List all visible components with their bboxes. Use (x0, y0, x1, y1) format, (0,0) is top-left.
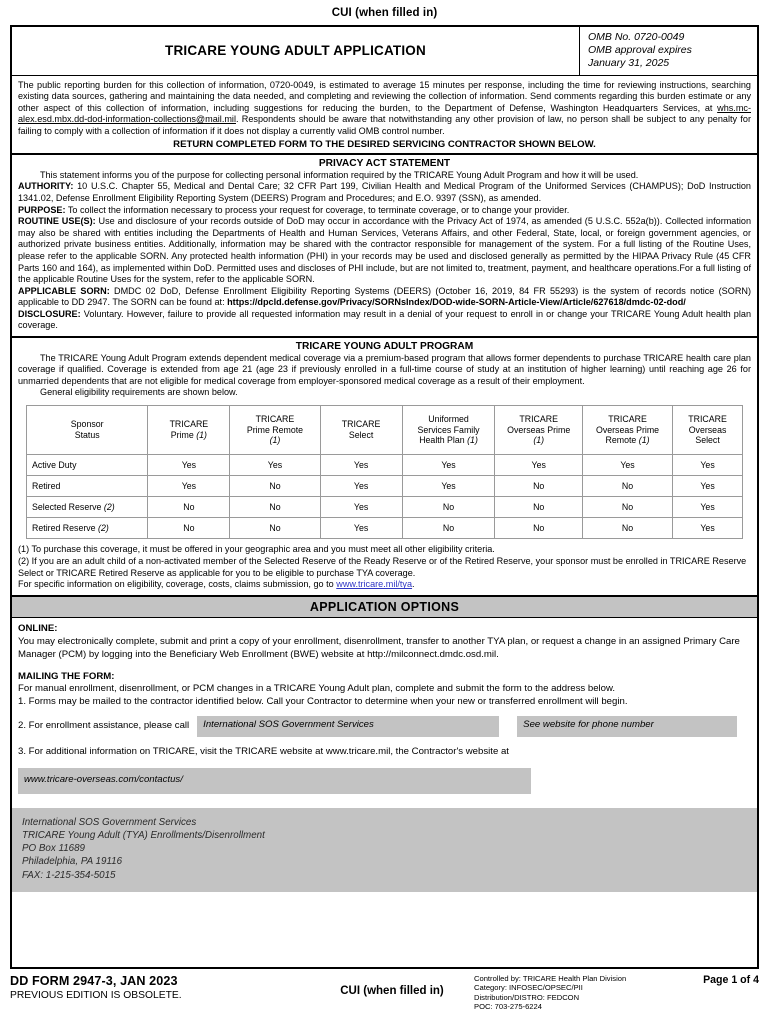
distribution: Distribution/DISTRO: FEDCON (474, 992, 580, 1002)
mailing-label: MAILING THE FORM: (18, 670, 115, 682)
table-column-header: Uniformed Services Family Health Plan (1) (402, 406, 495, 455)
table-column-header: TRICARE Select (320, 406, 402, 455)
contractor-phone-field[interactable]: See website for phone number (517, 716, 737, 737)
tricare-tya-link[interactable]: www.tricare.mil/tya (336, 579, 413, 590)
sorn-text: DMDC 02 DoD, Defense Enrollment Eligibility Reporting Systems (DEERS) (October 16, 2019, 84 FR 55293) is the system of records notice (SORN) applicable to DD 2947. The SORN can be found at: (18, 285, 751, 308)
omb-expires-label: OMB approval expires (588, 44, 692, 57)
blank-area (18, 892, 751, 967)
table-column-header: TRICARE Overseas Prime (1) (495, 406, 582, 455)
application-options-body (12, 618, 757, 967)
disclosure-text: Voluntary. However, failure to provide all requested information may result in a denial of your request to enroll in or change your TRICARE Young Adult health plan coverage. (18, 308, 751, 331)
table-row (27, 476, 743, 497)
eligibility-cell: No (495, 476, 582, 497)
address-line-1: International SOS Government Services (22, 816, 197, 828)
form-frame (10, 25, 759, 969)
tya-program-heading: TRICARE YOUNG ADULT PROGRAM (295, 341, 474, 353)
table-column-header: TRICARE Overseas Prime Remote (1) (582, 406, 672, 455)
eligibility-cell: No (495, 497, 582, 518)
sponsor-status-cell: Retired (27, 476, 148, 497)
eligibility-cell: No (230, 497, 320, 518)
title-row (12, 27, 757, 76)
eligibility-cell: No (148, 497, 230, 518)
routine-use-text: Use and disclosure of your records outside of DoD may occur in accordance with the Privacy Act of 1974, as amended (5 U.S.C. 552a(b)). Collected information may also be shared with entities including the Departments of Health and Human Services, Veterans Affairs, and other Federal, State, local, or foreign government agencies, or authorized private business entities. Additionally, information may be shared with the contractor responsible for management of the system. For a full listing of the Routine Uses, please refer to the applicable SORN. Any protected health information (PHI) in your records may be used and disclosed generally as permitted by the HIPAA Privacy Rule (45 CFR Parts 160 and 164), as implemented within DoD. Permitted uses and discloses of PHI include, but are not limited to, treatment, payment, and healthcare operations.For a full listing of the applicable Routine Uses for the system, refer to the applicable SORN. (18, 216, 752, 285)
purpose-text: To collect the information necessary to process your request for coverage, to terminate coverage, or to change your provider. (65, 204, 570, 215)
table-column-header: Sponsor Status (27, 406, 148, 455)
eligibility-cell: Yes (148, 455, 230, 476)
eligibility-table (26, 405, 743, 539)
privacy-authority (18, 181, 751, 204)
sorn-label: APPLICABLE SORN: (18, 285, 110, 296)
tya-program-section (12, 338, 757, 403)
eligibility-cell: No (230, 476, 320, 497)
routine-use-label: ROUTINE USE(S): (18, 216, 96, 227)
privacy-applicable-sorn (18, 286, 751, 309)
eligibility-table-wrapper (12, 403, 757, 539)
eligibility-cell: Yes (582, 455, 672, 476)
eligibility-cell: Yes (320, 518, 402, 539)
privacy-intro: This statement informs you of the purpose for collecting personal information required by the TRICARE Young Adult Program and how it will be used. (40, 169, 639, 180)
address-line-3: PO Box 11689 (22, 843, 85, 855)
privacy-routine-uses (18, 216, 751, 286)
sponsor-status-cell: Retired Reserve (2) (27, 518, 148, 539)
online-label: ONLINE: (18, 623, 58, 635)
eligibility-cell: Yes (673, 455, 743, 476)
eligibility-cell: No (402, 497, 495, 518)
eligibility-cell: Yes (495, 455, 582, 476)
mailing-item-3: 3. For additional information on TRICARE, visit the TRICARE website at www.tricare.mil, the Contractor's website at (18, 746, 509, 758)
table-row (27, 518, 743, 539)
footnote-1: (1) To purchase this coverage, it must be offered in your geographic area and you must meet all other eligibility criteria. (18, 544, 495, 555)
eligibility-cell: Yes (402, 476, 495, 497)
eligibility-cell: No (582, 497, 672, 518)
address-line-2: TRICARE Young Adult (TYA) Enrollments/Disenrollment (22, 830, 265, 842)
eligibility-cell: Yes (320, 497, 402, 518)
page-title: TRICARE YOUNG ADULT APPLICATION (165, 43, 426, 59)
eligibility-cell: No (495, 518, 582, 539)
omb-info-block (579, 27, 757, 75)
paperwork-burden-statement (12, 76, 757, 156)
form-identifier: DD FORM 2947-3, JAN 2023 (10, 974, 178, 988)
spacer (18, 662, 751, 671)
privacy-disclosure (18, 309, 751, 332)
eligibility-cell: No (402, 518, 495, 539)
contractor-website-field[interactable]: www.tricare-overseas.com/contactus/ (18, 768, 531, 794)
eligibility-cell: Yes (673, 476, 743, 497)
privacy-purpose (18, 205, 751, 217)
footnote-2: (2) If you are an adult child of a non-activated member of the Selected Reserve of the Ready Reserve or of the Retired Reserve, your sponsor must be enrolled in TRICARE Reserve Select or TRICARE Retired Reserve as applicable for you to be eligible to purchase TYA coverage. (18, 555, 747, 578)
contractor-name-field[interactable]: International SOS Government Services (197, 716, 499, 737)
eligibility-table-head (27, 406, 743, 455)
eligibility-cell: Yes (320, 476, 402, 497)
burden-text-part1: The public reporting burden for this collection of information, 0720-0049, is estimated to average 15 minutes per response, including the time for reviewing instructions, searching existing data sources, gathering and maintaining the data needed, and completing and reviewing the collection of information. Send comments regarding this burden estimate or any other aspect of this collection of information, including suggestions for reducing the burden, to the Department of Defense, Washington Headquarters Services, at (18, 79, 751, 113)
sponsor-status-cell: Active Duty (27, 455, 148, 476)
table-header-row (27, 406, 743, 455)
burden-email-link[interactable]: whs.mc-alex.esd.mbx.dd-dod-information-collections@mail.mil (18, 102, 751, 125)
form-footer (10, 969, 759, 1033)
omb-expires-date: January 31, 2025 (588, 57, 670, 70)
footer-left (10, 974, 310, 1001)
footnote-3 (18, 579, 751, 591)
authority-text: 10 U.S.C. Chapter 55, Medical and Dental Care; 32 CFR Part 199, Civilian Health and Medical Program of the Uniformed Services (CHAMPUS); DoD Instruction 1341.02, Defense Enrollment Eligibility Reporting System (DEERS) Program and Procedures; and E.O. 9397 (SSN), as amended. (18, 181, 751, 203)
mailing-item-2-label: 2. For enrollment assistance, please call (18, 720, 190, 732)
authority-label: AUTHORITY: (18, 181, 74, 192)
privacy-act-section (12, 155, 757, 338)
address-line-4: Philadelphia, PA 19116 (22, 856, 123, 868)
eligibility-cell: No (582, 476, 672, 497)
footnote-3-prefix: For specific information on eligibility, coverage, costs, claims submission, go to (18, 579, 337, 590)
spacer (18, 737, 751, 746)
page-number: Page 1 of 4 (703, 974, 759, 986)
mailing-text: For manual enrollment, disenrollment, or PCM changes in a TRICARE Young Adult plan, complete and submit the form to the address below. (18, 683, 616, 695)
eligibility-cell: Yes (320, 455, 402, 476)
tya-program-paragraph: The TRICARE Young Adult Program extends dependent medical coverage via a premium-based program that allows former dependents to purchase TRICARE health care plan coverage if qualified. Coverage is extended from age 21 (age 23 if previously enrolled in a full-time course of study at an institution of higher learning) until reaching age 26 for unmarried dependents that are not eligible for medical coverage from employer-sponsored medical coverage as a result of their employment. (18, 352, 751, 386)
purpose-label: PURPOSE: (18, 204, 66, 215)
contractor-address-block[interactable] (12, 808, 757, 892)
previous-edition-note: PREVIOUS EDITION IS OBSOLETE. (10, 990, 182, 1001)
address-line-5: FAX: 1-215-354-5015 (22, 869, 116, 881)
application-options-bar: APPLICATION OPTIONS (12, 595, 757, 618)
eligibility-cell: Yes (673, 497, 743, 518)
omb-number: OMB No. 0720-0049 (588, 31, 685, 43)
table-column-header: TRICARE Prime Remote (1) (230, 406, 320, 455)
enrollment-assistance-row (18, 716, 751, 737)
footnote-3-suffix: . (412, 579, 415, 590)
eligibility-cell: No (148, 518, 230, 539)
control-markings (474, 974, 697, 1012)
cui-top-banner: CUI (when filled in) (331, 7, 438, 19)
table-row (27, 497, 743, 518)
eligibility-cell: No (230, 518, 320, 539)
controlled-by: Controlled by: TRICARE Health Plan Division (474, 974, 627, 983)
privacy-act-heading: PRIVACY ACT STATEMENT (318, 158, 451, 170)
eligibility-footnotes (12, 539, 757, 595)
table-column-header: TRICARE Prime (1) (148, 406, 230, 455)
online-text: You may electronically complete, submit and print a copy of your enrollment, disenrollment, transfer to another TYA plan, or request a change in an assigned Primary Care Manager (PCM) by logging into the Beneficiary Web Enrollment (BWE) website at http://milconnect.dmdc.osd.mil. (18, 636, 740, 660)
eligibility-cell: No (582, 518, 672, 539)
poc: POC: 703-275-6224 (474, 1002, 542, 1012)
burden-text-part2: . Respondents should be aware that notwithstanding any other provision of law, no person shall be subject to any penalty for failing to comply with a collection of information if it does not display a currently valid OMB control number. (18, 114, 751, 136)
sorn-url-link[interactable]: https://dpcld.defense.gov/Privacy/SORNsIndex/DOD-wide-SORN-Article-View/Article/627618/dmdc-02-dod/ (227, 297, 686, 308)
footer-right (474, 974, 759, 1012)
tya-eligibility-lead: General eligibility requirements are shown below. (40, 387, 238, 398)
cui-bottom-banner: CUI (when filled in) (340, 985, 444, 997)
table-row (27, 455, 743, 476)
eligibility-cell: Yes (230, 455, 320, 476)
disclosure-label: DISCLOSURE: (18, 308, 81, 319)
mailing-item-1: 1. Forms may be mailed to the contractor identified below. Call your Contractor to determine when your new or transferred enrollment will begin. (18, 696, 628, 708)
sponsor-status-cell: Selected Reserve (2) (27, 497, 148, 518)
eligibility-table-body (27, 455, 743, 539)
eligibility-cell: Yes (148, 476, 230, 497)
eligibility-cell: Yes (673, 518, 743, 539)
category: Category: INFOSEC/OPSEC/PII (474, 983, 583, 993)
return-instruction: RETURN COMPLETED FORM TO THE DESIRED SERVICING CONTRACTOR SHOWN BELOW. (173, 138, 596, 150)
table-column-header: TRICARE Overseas Select (673, 406, 743, 455)
eligibility-cell: Yes (402, 455, 495, 476)
